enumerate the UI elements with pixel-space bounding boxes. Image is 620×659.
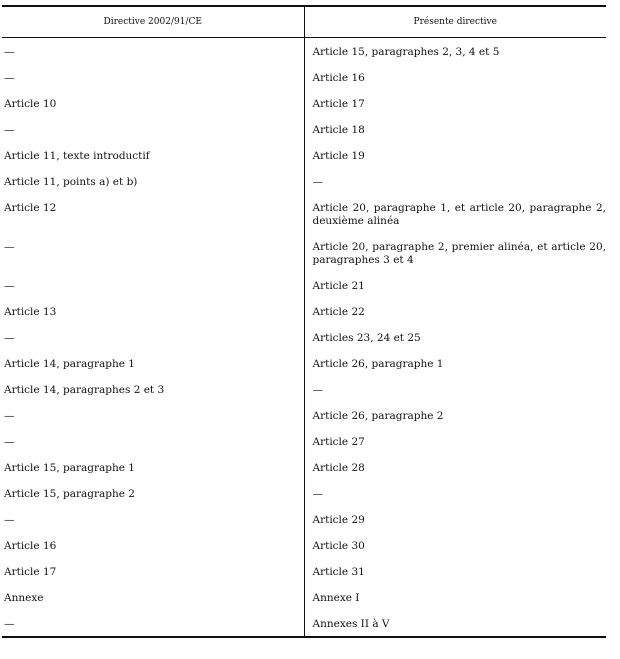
old-article-cell: Article 15, paragraphe 1 [2,454,304,480]
old-article-cell: Article 12 [2,194,304,233]
table-row [2,428,606,454]
new-article-cell: Article 18 [312,124,365,136]
table-row [2,38,606,65]
new-article-cell: Article 27 [312,436,365,448]
header-directive-2002: Directive 2002/91/CE [2,6,304,38]
table-row [2,64,606,90]
old-article-cell: — [2,610,304,637]
table-row [2,142,606,168]
old-article-cell: Article 10 [2,90,304,116]
new-article-cell: Annexes II à V [312,618,390,630]
old-article-cell: Article 11, texte introductif [2,142,304,168]
table-row [2,350,606,376]
old-article-cell: Article 14, paragraphes 2 et 3 [2,376,304,402]
new-article-cell: Article 19 [312,150,365,162]
old-article-cell: Article 16 [2,532,304,558]
new-article-cell: Annexe I [312,592,360,604]
old-article-cell: Article 17 [2,558,304,584]
table-row [2,90,606,116]
old-article-cell: — [2,272,304,298]
new-article-cell: Article 22 [312,306,365,318]
new-article-cell: Article 17 [312,98,365,110]
old-article-cell: — [2,324,304,350]
table-row [2,272,606,298]
new-article-cell: — [312,384,323,396]
new-article-cell: — [312,488,323,500]
old-article-cell: — [2,64,304,90]
table-row [2,298,606,324]
table-row [2,324,606,350]
table-header [2,6,606,38]
old-article-cell: — [2,233,304,272]
new-article-cell: Article 28 [312,462,365,474]
table-row [2,506,606,532]
old-article-cell: Article 13 [2,298,304,324]
old-article-cell: — [2,116,304,142]
new-article-cell: Articles 23, 24 et 25 [312,332,421,344]
new-article-cell: Article 29 [312,514,365,526]
table-row [2,532,606,558]
header-present-directive: Présente directive [304,6,606,38]
old-article-cell: Article 14, paragraphe 1 [2,350,304,376]
new-article-cell: Article 30 [312,540,365,552]
table-row [2,402,606,428]
old-article-cell: — [2,38,304,65]
old-article-cell: — [2,402,304,428]
table-body [2,38,606,638]
table-row [2,454,606,480]
table-row [2,116,606,142]
table-row [2,584,606,610]
new-article-cell: Article 15, paragraphes 2, 3, 4 et 5 [312,46,500,58]
new-article-cell: Article 21 [312,280,365,292]
old-article-cell: — [2,428,304,454]
table-row [2,233,606,272]
new-article-cell: Article 26, paragraphe 1 [312,358,444,370]
old-article-cell: Annexe [2,584,304,610]
correlation-table [2,5,606,638]
table-row [2,168,606,194]
new-article-cell: Article 20, paragraphe 1, et article 20, paragraphe 2, deuxième alinéa [312,202,606,227]
old-article-cell: Article 15, paragraphe 2 [2,480,304,506]
old-article-cell: — [2,506,304,532]
table-row [2,610,606,637]
new-article-cell: Article 20, paragraphe 2, premier alinéa, et article 20, paragraphes 3 et 4 [312,241,606,266]
table-row [2,480,606,506]
table-row [2,376,606,402]
new-article-cell: Article 26, paragraphe 2 [312,410,444,422]
table-row [2,558,606,584]
header-row [2,6,606,38]
new-article-cell: Article 31 [312,566,365,578]
old-article-cell: Article 11, points a) et b) [2,168,304,194]
table-row [2,194,606,233]
new-article-cell: Article 16 [312,72,365,84]
new-article-cell: — [312,176,323,188]
